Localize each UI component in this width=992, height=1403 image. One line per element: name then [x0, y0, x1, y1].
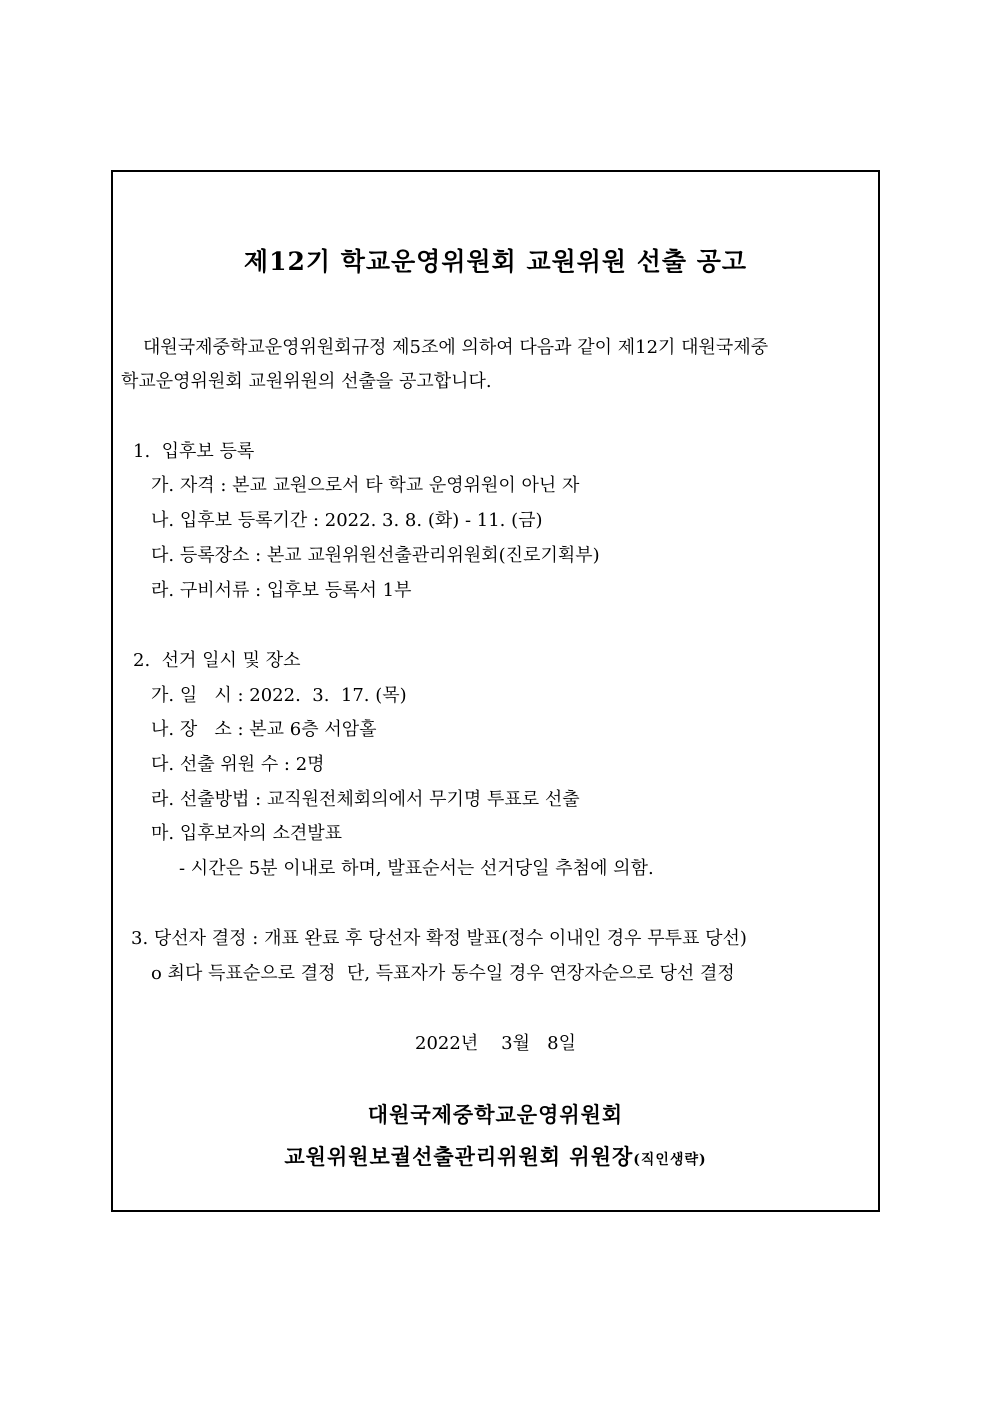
section2-item: 가. 일 시 : 2022. 3. 17. (목) — [151, 685, 407, 706]
section3-heading: 3. 당선자 결정 : 개표 완료 후 당선자 확정 발표(정수 이내인 경우 무투표 당선) — [131, 928, 747, 949]
section1-heading: 1. 입후보 등록 — [133, 441, 255, 462]
section2-item: 다. 선출 위원 수 : 2명 — [151, 754, 325, 775]
signature-chair — [113, 1146, 878, 1171]
section1-item: 가. 자격 : 본교 교원으로서 타 학교 운영위원이 아닌 자 — [151, 475, 580, 496]
seal-omitted-note: (직인생략) — [633, 1152, 707, 1168]
section3-note: o 최다 득표순으로 결정 단, 득표자가 동수일 경우 연장자순으로 당선 결정 — [151, 963, 735, 984]
intro-line-1: 대원국제중학교운영위원회규정 제5조에 의하여 다음과 같이 제12기 대원국제중 — [143, 337, 769, 358]
notice-title: 제12기 학교운영위원회 교원위원 선출 공고 — [243, 247, 748, 276]
section2-subnote: - 시간은 5분 이내로 하며, 발표순서는 선거당일 추첨에 의함. — [179, 858, 654, 879]
section2-item: 마. 입후보자의 소견발표 — [151, 823, 343, 844]
section2-item: 나. 장 소 : 본교 6층 서암홀 — [151, 719, 377, 740]
section2-item: 라. 선출방법 : 교직원전체회의에서 무기명 투표로 선출 — [151, 789, 580, 810]
section2-heading: 2. 선거 일시 및 장소 — [133, 650, 301, 671]
notice-frame — [111, 170, 880, 1212]
notice-date: 2022년 3월 8일 — [415, 1033, 576, 1054]
signature-chair-title: 교원위원보궐선출관리위원회 위원장 — [284, 1144, 634, 1169]
signature-org: 대원국제중학교운영위원회 — [367, 1102, 624, 1127]
section1-item: 라. 구비서류 : 입후보 등록서 1부 — [151, 580, 412, 601]
intro-line-2: 학교운영위원회 교원위원의 선출을 공고합니다. — [121, 371, 492, 392]
section1-item: 다. 등록장소 : 본교 교원위원선출관리위원회(진로기획부) — [151, 545, 600, 566]
section1-item: 나. 입후보 등록기간 : 2022. 3. 8. (화) - 11. (금) — [151, 510, 543, 531]
